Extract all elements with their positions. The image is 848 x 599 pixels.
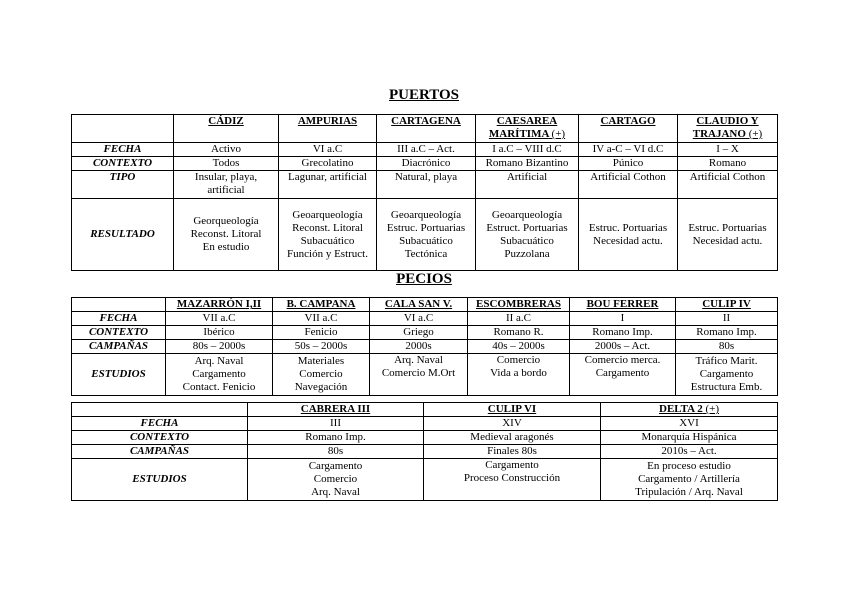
table-cell: Lagunar, artificial — [279, 171, 377, 199]
row-label: FECHA — [72, 417, 248, 431]
pecios-1-row-contexto — [72, 326, 778, 340]
table-cell — [676, 354, 778, 396]
table-cell: VI a.C — [370, 312, 468, 326]
cell-line: Subacuático — [300, 234, 355, 247]
row-label: ESTUDIOS — [72, 354, 166, 396]
cell-line: Arq. Naval — [394, 354, 443, 366]
pecios-col-header: BOU FERRER — [570, 298, 676, 312]
table-cell: VII a.C — [273, 312, 370, 326]
cell-line: Cargamento — [308, 460, 363, 472]
table-cell: Romano Bizantino — [476, 157, 579, 171]
cell-line: Comercio merca. — [584, 354, 661, 366]
table-cell: 2000s — [370, 340, 468, 354]
cell-line: Geoarqueología — [491, 208, 563, 221]
table-cell: Romano R. — [468, 326, 570, 340]
table-cell: Ibérico — [166, 326, 273, 340]
puertos-row-resultado — [72, 199, 778, 271]
cell-line: Subacuático — [500, 234, 554, 247]
puertos-col-header — [476, 115, 579, 143]
table-cell: Medieval aragonés — [424, 431, 601, 445]
pecios-1-row-fecha — [72, 312, 778, 326]
table-cell — [377, 199, 476, 271]
pecios-table-1 — [71, 297, 778, 396]
pecios-1-row-campanas — [72, 340, 778, 354]
cell-line: Navegación — [294, 381, 348, 393]
pecios-2-corner-cell — [72, 403, 248, 417]
cell-line: Tectónica — [404, 247, 448, 260]
cell-line: Arq. Naval — [311, 486, 360, 498]
table-cell: 80s — [676, 340, 778, 354]
table-cell: II a.C — [468, 312, 570, 326]
table-cell: Finales 80s — [424, 445, 601, 459]
table-cell: I – X — [678, 143, 778, 157]
pecios-2-row-fecha — [72, 417, 778, 431]
table-cell: Romano Imp. — [570, 326, 676, 340]
cell-line: Georqueología — [193, 215, 259, 227]
cell-line: Cargamento — [485, 459, 539, 471]
table-cell: Romano Imp. — [248, 431, 424, 445]
cell-line: Vida a bordo — [490, 367, 547, 379]
pecios-col-header-text: DELTA 2 — [659, 403, 703, 415]
table-cell — [601, 459, 778, 501]
table-cell: Diacrónico — [377, 157, 476, 171]
pecios-col-header: CABRERA III — [248, 403, 424, 417]
table-cell: Monarquía Hispánica — [601, 431, 778, 445]
cell-line: Materiales — [297, 355, 345, 367]
puertos-col-header: CARTAGO — [579, 115, 678, 143]
pecios-col-header: ESCOMBRERAS — [468, 298, 570, 312]
table-cell: Grecolatino — [279, 157, 377, 171]
row-label: RESULTADO — [72, 199, 174, 271]
table-cell: VI a.C — [279, 143, 377, 157]
row-label: FECHA — [72, 143, 174, 157]
table-cell: III a.C – Act. — [377, 143, 476, 157]
cell-line: Geoarqueología — [292, 208, 363, 221]
table-cell — [579, 199, 678, 271]
row-label: ESTUDIOS — [72, 459, 248, 501]
cell-line: Comercio M.Ort — [381, 367, 456, 379]
cell-line: Geoarqueología — [390, 208, 462, 221]
puertos-corner-cell — [72, 115, 174, 143]
cell-line: Estruct. Portuarias — [486, 221, 568, 234]
pecios-1-row-estudios — [72, 354, 778, 396]
pecios-1-corner-cell — [72, 298, 166, 312]
pecios-col-header: MAZARRÓN I,II — [166, 298, 273, 312]
puertos-col-header-text: CAESAREA MARÍTIMA — [488, 115, 558, 140]
puertos-col-header: CÁDIZ — [174, 115, 279, 143]
table-cell: VII a.C — [166, 312, 273, 326]
pecios-title: PECIOS — [396, 271, 452, 287]
table-cell: IV a-C – VI d.C — [579, 143, 678, 157]
table-cell: Insular, playa, artificial — [174, 171, 279, 199]
table-cell — [468, 354, 570, 396]
cell-line: En estudio — [202, 241, 250, 253]
table-cell: II — [676, 312, 778, 326]
puertos-table — [71, 114, 778, 271]
pecios-2-row-contexto — [72, 431, 778, 445]
cell-line: Puzzolana — [504, 247, 550, 260]
cell-line: Tráfico Marit. — [695, 355, 758, 367]
row-label: TIPO — [72, 171, 174, 199]
pecios-col-header-suffix: (+) — [705, 403, 719, 415]
row-label: CAMPAÑAS — [72, 340, 166, 354]
table-cell: 50s – 2000s — [273, 340, 370, 354]
cell-line: Necesidad actu. — [593, 234, 663, 247]
pecios-table-2 — [71, 402, 778, 501]
puertos-col-header: CARTAGENA — [377, 115, 476, 143]
puertos-row-fecha — [72, 143, 778, 157]
row-label: CONTEXTO — [72, 326, 166, 340]
table-cell: Artificial Cothon — [678, 171, 778, 199]
cell-line: Estruc. Portuarias — [386, 221, 466, 234]
table-cell: Romano Imp. — [676, 326, 778, 340]
cell-line: Estructura Emb. — [690, 381, 763, 393]
puertos-col-header-suffix: (+) — [551, 128, 566, 140]
cell-line: Contact. Fenicio — [182, 381, 256, 393]
puertos-col-header-text: CLAUDIO Y TRAJANO — [692, 115, 759, 140]
row-label: FECHA — [72, 312, 166, 326]
cell-line: Estruc. Portuarias — [688, 221, 767, 234]
row-label: CAMPAÑAS — [72, 445, 248, 459]
table-cell — [279, 199, 377, 271]
cell-line: Reconst. Litoral — [190, 228, 262, 240]
pecios-col-header: CULIP IV — [676, 298, 778, 312]
puertos-header-row — [72, 115, 778, 143]
table-cell: XIV — [424, 417, 601, 431]
table-cell: Todos — [174, 157, 279, 171]
table-cell — [166, 354, 273, 396]
cell-line: Comercio — [496, 354, 541, 366]
table-cell: I a.C – VIII d.C — [476, 143, 579, 157]
cell-line: En proceso estudio — [647, 460, 731, 472]
pecios-col-header — [601, 403, 778, 417]
table-cell — [424, 459, 601, 501]
table-cell: Púnico — [579, 157, 678, 171]
pecios-col-header: B. CAMPANA — [273, 298, 370, 312]
cell-line: Tripulación / Arq. Naval — [635, 486, 743, 498]
cell-line: Proceso Construcción — [463, 472, 561, 484]
table-cell: 80s — [248, 445, 424, 459]
table-cell: 2000s – Act. — [570, 340, 676, 354]
cell-line: Arq. Naval — [194, 355, 244, 367]
table-cell: 80s – 2000s — [166, 340, 273, 354]
cell-line: Comercio — [313, 473, 358, 485]
cell-line: Función y Estruct. — [287, 247, 368, 260]
table-cell: I — [570, 312, 676, 326]
table-cell: Griego — [370, 326, 468, 340]
cell-line: Cargamento — [192, 368, 246, 380]
table-cell — [248, 459, 424, 501]
table-cell: Romano — [678, 157, 778, 171]
table-cell — [476, 199, 579, 271]
table-cell: 40s – 2000s — [468, 340, 570, 354]
table-cell — [174, 199, 279, 271]
cell-line: Cargamento / Artillería — [638, 473, 740, 485]
table-cell: Natural, playa — [377, 171, 476, 199]
table-cell: Fenicio — [273, 326, 370, 340]
puertos-col-header — [678, 115, 778, 143]
pecios-col-header: CULIP VI — [424, 403, 601, 417]
table-cell: Activo — [174, 143, 279, 157]
pecios-2-row-estudios — [72, 459, 778, 501]
table-cell: 2010s – Act. — [601, 445, 778, 459]
cell-line: Necesidad actu. — [692, 234, 763, 247]
cell-line: Cargamento — [595, 367, 650, 379]
table-cell — [678, 199, 778, 271]
table-cell: XVI — [601, 417, 778, 431]
table-cell: Artificial Cothon — [579, 171, 678, 199]
table-cell — [273, 354, 370, 396]
puertos-col-header-suffix: (+) — [748, 128, 763, 140]
puertos-row-tipo — [72, 171, 778, 199]
puertos-row-contexto — [72, 157, 778, 171]
cell-line: Comercio — [299, 368, 343, 380]
cell-line: Cargamento — [699, 368, 754, 380]
pecios-1-header-row — [72, 298, 778, 312]
puertos-col-header: AMPURIAS — [279, 115, 377, 143]
table-cell — [570, 354, 676, 396]
row-label: CONTEXTO — [72, 157, 174, 171]
cell-line: Estruc. Portuarias — [588, 221, 668, 234]
pecios-2-row-campanas — [72, 445, 778, 459]
table-cell — [370, 354, 468, 396]
cell-line: Reconst. Litoral — [292, 221, 363, 234]
cell-line: Subacuático — [399, 234, 453, 247]
table-cell: III — [248, 417, 424, 431]
pecios-2-header-row — [72, 403, 778, 417]
table-cell: Artificial — [476, 171, 579, 199]
row-label: CONTEXTO — [72, 431, 248, 445]
puertos-title: PUERTOS — [388, 87, 460, 103]
pecios-col-header: CALA SAN V. — [370, 298, 468, 312]
